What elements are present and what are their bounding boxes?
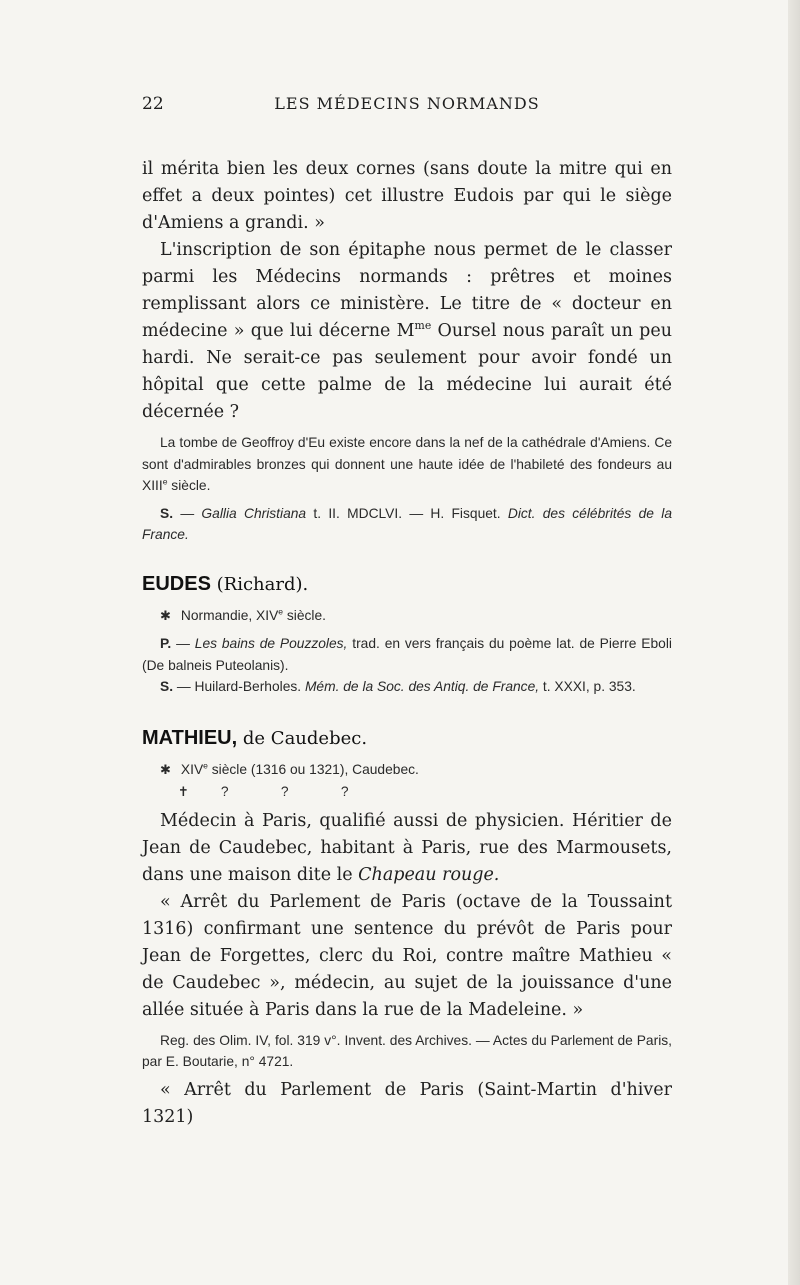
mathieu-birth-line [142, 759, 672, 782]
birth-asterisk-icon: ✱ [160, 608, 171, 624]
mathieu-p3-text: « Arrêt du Parlement de Paris (Saint-Martin d'hiver 1321) [142, 1079, 672, 1127]
eudes-sources-text-a: — Huilard-Berholes. [173, 679, 305, 694]
mathieu-paragraph-3 [142, 1077, 672, 1131]
entry-heading-eudes [142, 570, 672, 599]
entry-heading-mathieu [142, 724, 672, 753]
intro-p2-text-a: L'inscription de son épitaphe nous permet de le classer parmi les Médecins normands : prêtres et moines remplissant alors ce ministère. Le titre de « docteur en médecine » que lui décerne M [142, 240, 672, 341]
entry-given-name-eudes: (Richard). [210, 573, 309, 595]
death-unknown-3: ? [340, 784, 349, 799]
intro-p2-text-b: Oursel nous paraît un peu hardi. Ne serait-ce pas seulement pour avoir fondé un hôpital que cette palme de la médecine lui aurait été décernée ? [142, 321, 672, 422]
eudes-sources-text-b: t. XXXI, p. 353. [539, 679, 636, 694]
mathieu-death-line [142, 781, 672, 804]
publications-label: P. [160, 636, 172, 651]
eudes-birth-superscript: e [278, 605, 284, 616]
mathieu-birth-superscript: e [203, 759, 208, 770]
eudes-birth-line [142, 605, 672, 628]
death-unknown-2: ? [280, 784, 289, 799]
mathieu-p1-italic: Chapeau rouge. [358, 864, 500, 885]
intro-p2-superscript: me [414, 319, 432, 333]
death-unknown-1: ? [220, 784, 229, 799]
eudes-sources-label: S. [160, 679, 174, 694]
sources-dash: — [173, 505, 202, 521]
eudes-sources [142, 676, 672, 698]
mathieu-birth-text-b: siècle (1316 ou 1321), Caudebec. [207, 761, 419, 777]
publications-dash: — [171, 636, 195, 651]
page-edge-shadow [788, 0, 800, 1285]
sources-label: S. [160, 505, 174, 521]
eudes-birth-text-a: Normandie, XIV [180, 607, 279, 623]
mathieu-paragraph-1 [142, 808, 672, 889]
intro-paragraph-2 [142, 237, 672, 426]
entry-place-mathieu: de Caudebec. [237, 727, 368, 749]
mathieu-note [142, 1030, 672, 1073]
eudes-publications [142, 633, 672, 676]
intro-note-text-b: siècle. [167, 478, 211, 493]
eudes-birth-text-b: siècle. [283, 607, 327, 623]
eudes-sources-title: Mém. de la Soc. des Antiq. de France, [304, 679, 540, 694]
publications-rest: trad. en vers français du poème lat. de Pierre Eboli (De balneis Puteolanis). [142, 636, 672, 673]
mathieu-note-text: Reg. des Olim. IV, fol. 319 v°. Invent. des Archives. — Actes du Parlement de Paris, par E. Boutarie, n° 4721. [142, 1032, 672, 1069]
entry-name-eudes: EUDES [142, 572, 211, 595]
death-dagger-icon: ✝ [178, 785, 189, 800]
page-header [142, 94, 672, 118]
intro-p1-text: il mérita bien les deux cornes (sans doute la mitre qui en effet a deux pointes) cet illustre Eudois par qui le siège d'Amiens a grandi. » [142, 159, 672, 233]
mathieu-p2-text: « Arrêt du Parlement de Paris (octave de la Toussaint 1316) confirmant une sentence du prévôt de Paris pour Jean de Forgettes, clerc du Roi, contre maître Mathieu « de Caudebec », médecin, au sujet de la jouissance d'une allée située à Paris dans la rue de la Madeleine. » [142, 891, 672, 1020]
sources-middle: t. II. MDCLVI. — H. Fisquet. [306, 505, 508, 521]
intro-note-text-a: La tombe de Geoffroy d'Eu existe encore dans la nef de la cathédrale d'Amiens. Ce sont d'admirables bronzes qui donnent une haute idée de l'habileté des fondeurs au XIII [142, 435, 672, 493]
mathieu-birth-text-a: XIV [180, 761, 204, 777]
publications-title: Les bains de Pouzzoles, [194, 636, 348, 651]
mathieu-paragraph-2 [142, 889, 672, 1024]
entry-name-mathieu: MATHIEU, [142, 726, 238, 749]
intro-note-superscript: e [162, 476, 168, 487]
running-head: LES MÉDECINS NORMANDS [274, 94, 540, 113]
mathieu-p1-text: Médecin à Paris, qualifié aussi de physicien. Héritier de Jean de Caudebec, habitant à Paris, rue des Marmousets, dans une maison dite le [142, 810, 672, 885]
intro-paragraph-1 [142, 156, 672, 237]
intro-sources [142, 503, 672, 546]
birth-asterisk-icon: ✱ [160, 762, 171, 778]
page-body [142, 156, 672, 1131]
intro-note [142, 432, 672, 497]
sources-title-gallia: Gallia Christiana [201, 505, 307, 521]
sources-title-dict: Dict. des célébrités de la France. [142, 505, 672, 542]
page-number: 22 [142, 94, 164, 114]
